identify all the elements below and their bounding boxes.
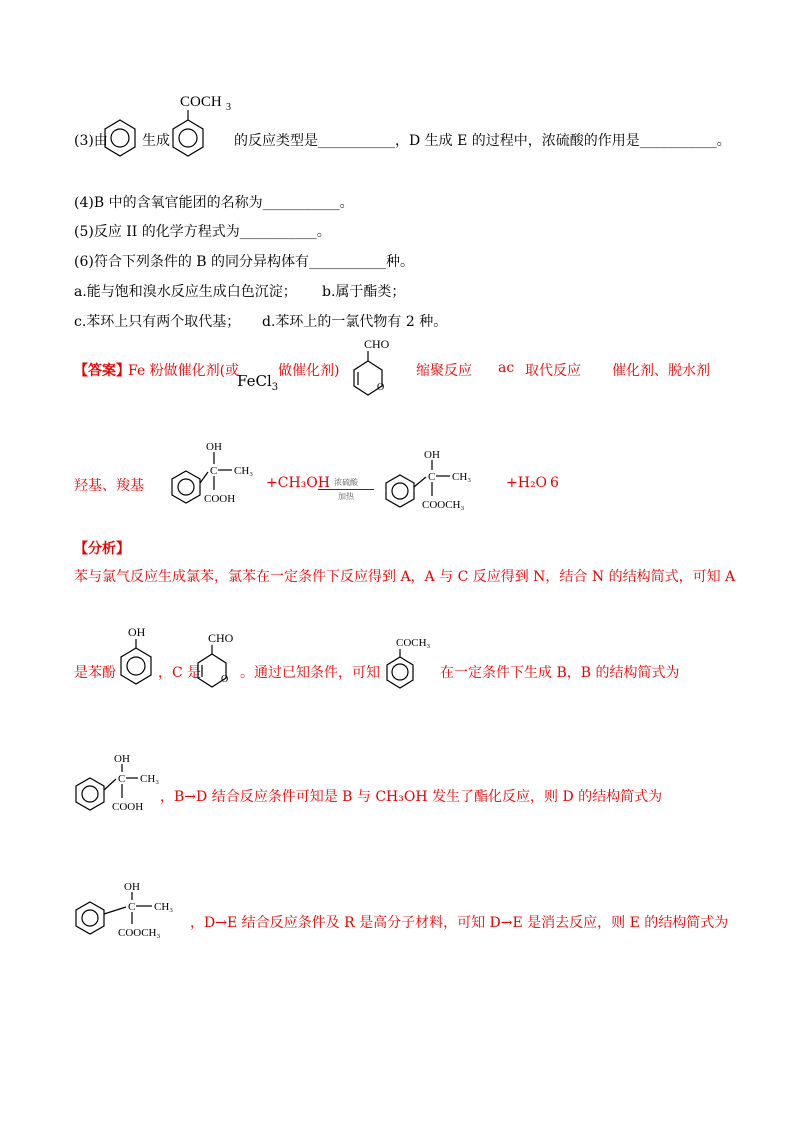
answer-reaction-3: 催化剂、脱水剂 bbox=[612, 363, 710, 379]
condition-d: d.苯环上的一氯代物有 2 种。 bbox=[262, 314, 448, 330]
svg-text:O: O bbox=[221, 674, 229, 685]
acetophenone-structure bbox=[170, 90, 230, 160]
isomer-count: 6 bbox=[550, 475, 559, 491]
svg-text:COOCH₃: COOCH₃ bbox=[422, 499, 465, 511]
svg-text:CH₃: CH₃ bbox=[140, 773, 160, 785]
q3-prefix: (3)由 bbox=[74, 133, 108, 149]
svg-text:OH: OH bbox=[114, 753, 130, 765]
acyl-label: COCH bbox=[180, 94, 222, 110]
svg-text:OH: OH bbox=[124, 881, 140, 893]
analysis-paragraph-3: ，B→D 结合反应条件可知是 B 与 CH₃OH 发生了酯化反应，则 D 的结构简式为 bbox=[160, 789, 663, 805]
svg-text:C: C bbox=[210, 465, 218, 477]
svg-text:C: C bbox=[118, 773, 126, 785]
analysis-paragraph-2b: ，C 是 bbox=[158, 665, 202, 681]
benzene-structure bbox=[104, 118, 138, 158]
svg-text:CH₃: CH₃ bbox=[452, 471, 472, 483]
answer-ac: ac bbox=[498, 360, 515, 376]
svg-text:OH: OH bbox=[424, 449, 440, 461]
svg-text:CH₃: CH₃ bbox=[154, 901, 174, 913]
reaction-arrow: 浓硫酸 加热 bbox=[318, 477, 374, 507]
svg-text:C: C bbox=[428, 471, 436, 483]
svg-text:COOH: COOH bbox=[204, 493, 236, 505]
svg-text:CHO: CHO bbox=[364, 337, 390, 351]
analysis-paragraph-2c: 。通过已知条件，可知 bbox=[240, 665, 380, 681]
q3-mid: 生成 bbox=[142, 133, 170, 149]
furfural-structure-analysis bbox=[196, 630, 246, 690]
furfural-structure-answer bbox=[350, 336, 400, 398]
compound-d-structure-answer bbox=[384, 446, 504, 516]
q3-suffix: 的反应类型是___________，D 生成 E 的过程中，浓硫酸的作用是___________。 bbox=[234, 133, 731, 149]
analysis-label: 【分析】 bbox=[74, 541, 130, 557]
svg-text:O: O bbox=[377, 382, 385, 393]
svg-text:OH: OH bbox=[128, 625, 146, 639]
acyl-sub: 3 bbox=[226, 102, 231, 113]
analysis-paragraph-2d: 在一定条件下生成 B，B 的结构简式为 bbox=[440, 665, 680, 681]
answer-functional-groups: 羟基、羧基 bbox=[74, 478, 144, 494]
condition-b: b.属于酯类； bbox=[322, 284, 406, 300]
answer-reaction-2: 取代反应 bbox=[525, 363, 581, 379]
svg-text:COOH: COOH bbox=[112, 801, 144, 813]
acetophenone-structure-analysis bbox=[382, 634, 442, 690]
svg-text:CHO: CHO bbox=[208, 631, 234, 645]
analysis-paragraph-4: ，D→E 结合反应条件及 R 是高分子材料，可知 D→E 是消去反应，则 E 的结构简式为 bbox=[190, 915, 729, 931]
compound-b-structure-analysis bbox=[74, 750, 170, 820]
svg-text:OH: OH bbox=[206, 441, 222, 453]
svg-text:COOCH₃: COOCH₃ bbox=[118, 927, 161, 939]
analysis-paragraph-2a: 是苯酚 bbox=[74, 665, 116, 681]
plus-water: +H₂O bbox=[506, 475, 548, 491]
plus-methanol: +CH₃OH bbox=[266, 475, 330, 491]
svg-text:CH₃: CH₃ bbox=[234, 465, 254, 477]
condition-a: a.能与饱和溴水反应生成白色沉淀； bbox=[74, 284, 297, 300]
svg-text:COCH₃: COCH₃ bbox=[396, 637, 431, 649]
q5-text: (5)反应 II 的化学方程式为___________。 bbox=[74, 224, 331, 240]
answer-part2: 做催化剂) bbox=[278, 363, 340, 379]
condition-c: c.苯环上只有两个取代基； bbox=[74, 314, 241, 330]
q6-text: (6)符合下列条件的 B 的同分异构体有___________种。 bbox=[74, 254, 415, 270]
q4-text: (4)B 中的含氧官能团的名称为___________。 bbox=[74, 195, 354, 211]
answer-part1: Fe 粉做催化剂(或 bbox=[128, 363, 240, 379]
answer-reaction-1: 缩聚反应 bbox=[416, 363, 472, 379]
svg-text:C: C bbox=[128, 901, 136, 913]
fecl3-label: FeCl$_3$ bbox=[237, 372, 279, 393]
compound-b-structure-answer bbox=[170, 438, 270, 514]
phenol-structure bbox=[118, 624, 158, 688]
compound-d-structure-analysis bbox=[74, 876, 204, 946]
analysis-paragraph-1: 苯与氯气反应生成氯苯，氯苯在一定条件下反应得到 A，A 与 C 反应得到 N，结合 N 的结构简式，可知 A bbox=[74, 569, 736, 585]
answer-label: 【答案】 bbox=[74, 363, 130, 379]
